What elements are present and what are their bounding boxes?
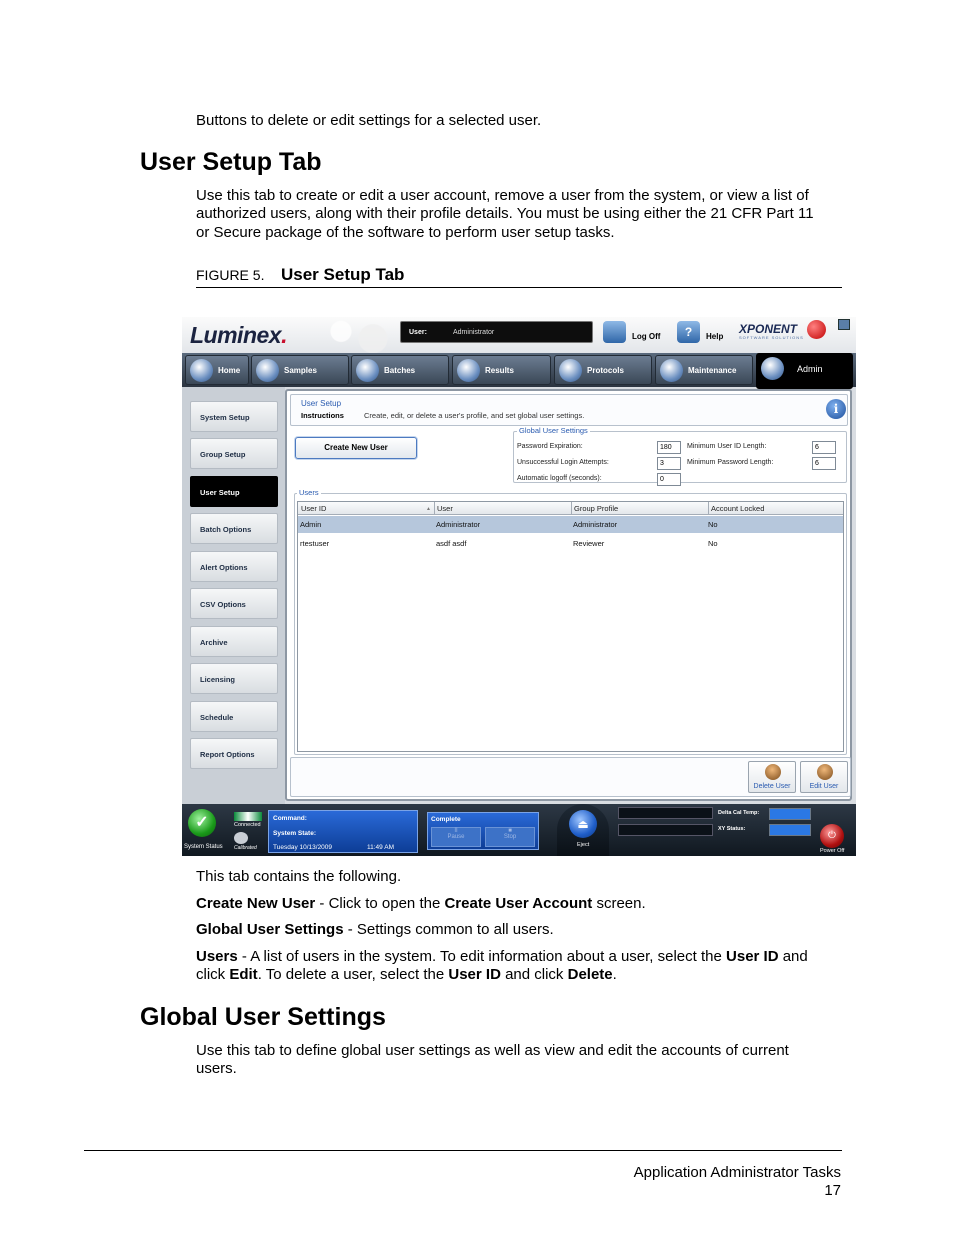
global-user-settings-title: Global User Settings [519,426,588,435]
decorative-bubbles [317,317,397,353]
min-userid-length-label: Minimum User ID Length: [687,443,767,450]
xponent-subtitle: SOFTWARE SOLUTIONS [739,335,804,340]
pause-button[interactable]: II Pause [431,827,481,847]
power-off-icon[interactable]: ⏻ [820,824,844,848]
luminex-logo: Luminex. [190,322,287,348]
col-separator [708,502,709,515]
xy-status-label: XY Status: [718,826,746,832]
tab-protocols[interactable]: Protocols [554,355,652,385]
edit-user-icon [817,764,833,780]
sidebar-item-schedule[interactable]: Schedule [190,701,278,732]
col-header-group-profile[interactable]: Group Profile [574,504,619,513]
results-icon [457,359,480,382]
instructions-text: Create, edit, or delete a user's profile, and set global user settings. [364,411,585,420]
users-table-header [298,502,843,515]
calibrated-icon [234,832,248,844]
status-time: 11:49 AM [367,844,394,851]
maintenance-icon [660,359,683,382]
user-value: Administrator [453,329,495,336]
tab-home[interactable]: Home [185,355,249,385]
sidebar-item-user-setup[interactable]: User Setup [190,476,278,507]
samples-icon [256,359,279,382]
section-heading-global-user-settings: Global User Settings [140,1003,386,1031]
col-header-user[interactable]: User [437,504,453,513]
edit-user-button[interactable]: Edit User [800,761,848,793]
section2-line2: users. [196,1060,237,1077]
status-bar [182,804,856,856]
system-state-label: System State: [273,830,316,837]
col-header-user-id[interactable]: User ID [301,504,327,513]
system-status-ok-icon[interactable]: ✓ [188,809,216,837]
section2-line1: Use this tab to define global user settings as well as view and edit the accounts of current [196,1042,789,1059]
stop-icon: ■ [508,828,512,834]
section-heading-user-setup: User Setup Tab [140,148,322,176]
cell-user-id: rtestuser [300,539,330,548]
col-header-account-locked[interactable]: Account Locked [711,504,765,513]
connected-label: Connected [234,822,261,828]
batches-icon [356,359,379,382]
item-create-new-user: Create New User - Click to open the Create User Account screen. [196,895,646,912]
password-expiration-label: Password Expiration: [517,443,583,450]
protocols-icon [559,359,582,382]
logoff-button[interactable]: Log Off [632,332,661,341]
user-label: User: [409,329,427,336]
table-row[interactable] [298,535,843,552]
user-setup-panel [285,389,852,801]
xponent-logo: XPONENT [739,322,798,336]
sidebar-item-batch-options[interactable]: Batch Options [190,513,278,544]
item-users-line2: click Edit. To delete a user, select the User ID and click Delete. [196,966,617,983]
cell-group-profile: Reviewer [573,539,605,548]
section1-line1: Use this tab to create or edit a user account, remove a user from the system, or view a list of [196,187,809,204]
figure-title: User Setup Tab [281,265,405,284]
tab-maintenance[interactable]: Maintenance [655,355,753,385]
footer-rule [84,1150,842,1151]
cell-group-profile: Administrator [573,520,618,529]
info-icon[interactable]: i [826,399,846,419]
sidebar-item-csv-options[interactable]: CSV Options [190,588,278,619]
pause-icon: II [454,828,458,834]
min-password-length-label: Minimum Password Length: [687,459,774,466]
cell-user-id: Admin [300,520,322,529]
sort-ascending-icon: ▲ [426,506,431,512]
complete-label: Complete [431,816,461,823]
current-user-box [400,321,593,343]
figure-label: FIGURE 5. [196,267,265,283]
auto-logoff-label: Automatic logoff (seconds): [517,475,602,482]
page-number: 17 [824,1182,841,1199]
min-password-length-field[interactable]: 6 [812,457,836,470]
connected-icon [234,812,262,821]
system-status-label: System Status [184,844,223,850]
eject-icon: ⏏ [569,810,597,838]
tab-admin[interactable]: Admin [756,353,853,389]
minimize-icon[interactable] [838,319,850,330]
instructions-panel [290,394,848,426]
delete-user-icon [765,764,781,780]
run-progress-panel [427,812,539,850]
app-screenshot [182,317,856,856]
item-users-line1: Users - A list of users in the system. To edit information about a user, select the User ID and [196,948,808,965]
logoff-icon[interactable] [603,321,626,343]
sidebar-item-group-setup[interactable]: Group Setup [190,438,278,469]
drive-fluid-gauge [618,807,713,819]
cell-account-locked: No [708,520,718,529]
unsuccessful-login-label: Unsuccessful Login Attempts: [517,459,609,466]
table-row[interactable] [298,516,843,533]
stop-button[interactable]: ■ Stop [485,827,535,847]
instructions-label: Instructions [301,411,344,420]
delete-user-button[interactable]: Delete User [748,761,796,793]
cell-account-locked: No [708,539,718,548]
section1-line2: authorized users, along with their profile details. You must be using either the 21 CFR Part 11 [196,205,814,222]
panel-title: User Setup [301,399,342,408]
create-new-user-button[interactable]: Create New User [295,437,417,459]
sidebar-item-archive[interactable]: Archive [190,626,278,657]
contains-text: This tab contains the following. [196,868,402,885]
col-separator [571,502,572,515]
sidebar-item-licensing[interactable]: Licensing [190,663,278,694]
footer-title: Application Administrator Tasks [633,1164,841,1181]
delta-cal-temp-label: Delta Cal Temp: [718,810,760,816]
unsuccessful-login-field[interactable]: 3 [657,457,681,470]
auto-logoff-field[interactable]: 0 [657,473,681,486]
item-global-user-settings: Global User Settings - Settings common to all users. [196,921,554,938]
brand-ball-icon [807,320,826,339]
intro-text: Buttons to delete or edit settings for a selected user. [196,112,542,129]
tab-batches[interactable]: Batches [351,355,449,385]
command-label: Command: [273,815,307,822]
status-date: Tuesday 10/13/2009 [273,844,333,851]
eject-button[interactable]: ⏏ Eject [557,804,609,856]
cell-user: Administrator [436,520,481,529]
user-actions-bar [290,757,851,797]
sidebar-item-system-setup[interactable]: System Setup [190,401,278,432]
col-separator [434,502,435,515]
delta-cal-temp-gauge [769,808,811,820]
home-icon [190,359,213,382]
cell-user: asdf asdf [436,539,467,548]
password-expiration-field[interactable]: 180 [657,441,681,454]
section1-line3: or Secure package of the software to perform user setup tasks. [196,224,615,241]
sidebar-item-report-options[interactable]: Report Options [190,738,278,769]
power-off-label: Power Off [820,848,845,854]
admin-icon [761,357,784,380]
waste-fluid-gauge [618,824,713,836]
calibrated-label: Calibrated [234,845,257,851]
help-icon[interactable]: ? [677,321,700,343]
users-table [297,501,844,752]
min-userid-length-field[interactable]: 6 [812,441,836,454]
tab-results[interactable]: Results [452,355,551,385]
help-button[interactable]: Help [706,332,724,341]
tab-samples[interactable]: Samples [251,355,349,385]
users-title: Users [299,488,319,497]
command-panel [268,810,418,853]
figure-rule [196,287,842,288]
sidebar-item-alert-options[interactable]: Alert Options [190,551,278,582]
xy-status-gauge [769,824,811,836]
